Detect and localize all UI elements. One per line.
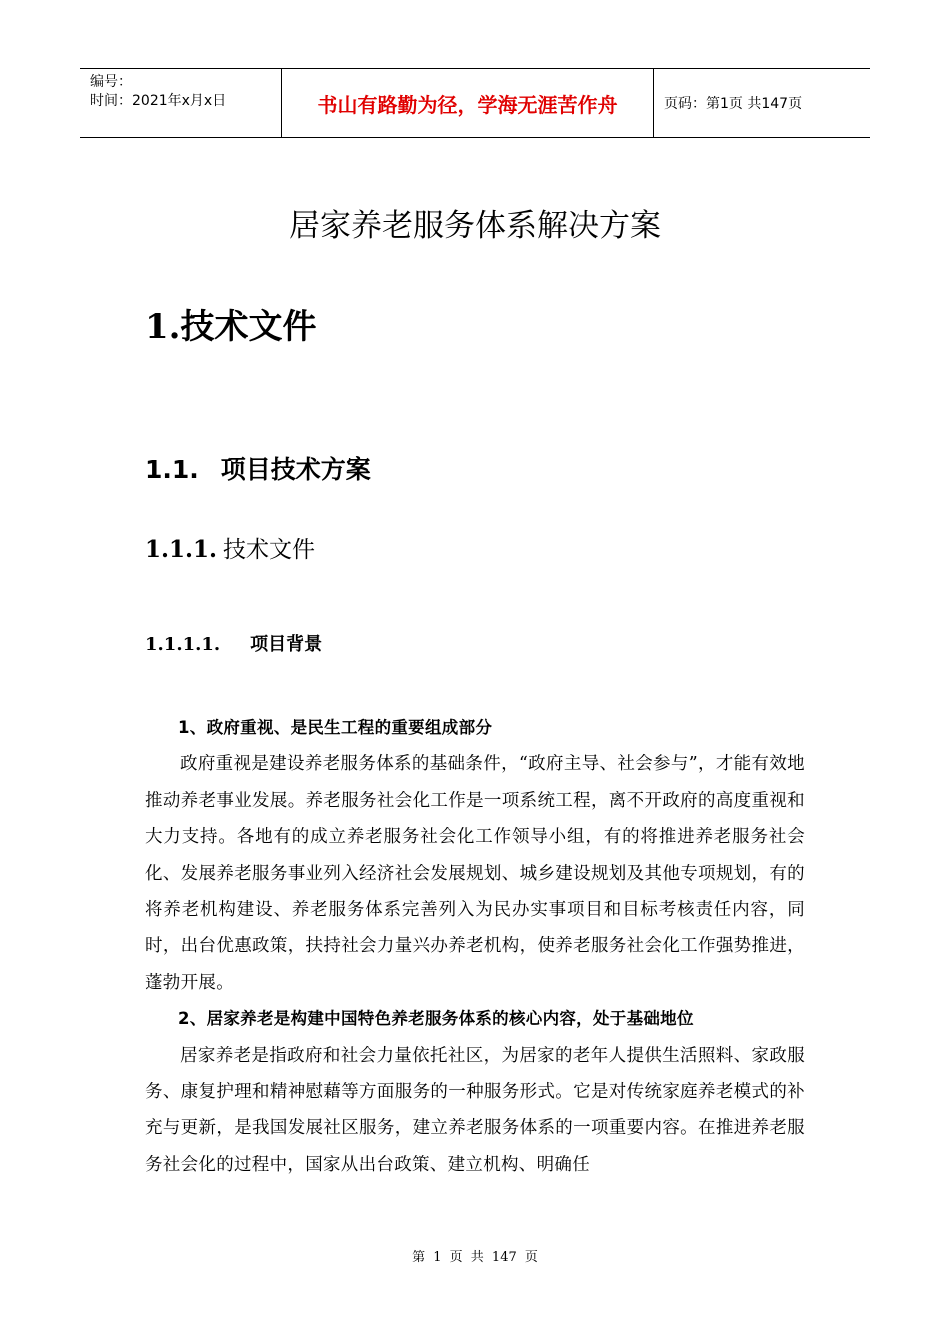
heading-level-4 bbox=[145, 630, 322, 660]
heading-1-number: 1. bbox=[145, 307, 181, 347]
heading-3-text: 技术文件 bbox=[223, 537, 316, 563]
heading-3-number: 1.1.1. bbox=[145, 536, 218, 563]
heading-4-text: 项目背景 bbox=[250, 634, 323, 655]
header-meta bbox=[80, 69, 282, 137]
heading-1-text: 技术文件 bbox=[180, 307, 317, 347]
serial-label: 编号： bbox=[90, 74, 132, 90]
section-1-paragraph: 政府重视是建设养老服务体系的基础条件，“政府主导、社会参与”，才能有效地推动养老事业发展。养老服务社会化工作是一项系统工程，离不开政府的高度重视和大力支持。各地有的成立养老服务社会化工作领导小组，有的将推进养老服务社会化、发展养老服务事业列入经济社会发展规划、城乡建设规划及其他专项规划，有的将养老机构建设、养老服务体系完善列入为民办实事项目和目标考核责任内容，同时，出台优惠政策，扶持社会力量兴办养老机构，使养老服务社会化工作强势推进，蓬勃开展。 bbox=[145, 754, 805, 993]
heading-level-2 bbox=[145, 450, 371, 490]
heading-level-1 bbox=[145, 302, 317, 352]
section-2-paragraph: 居家养老是指政府和社会力量依托社区，为居家的老年人提供生活照料、家政服务、康复护理和精神慰藉等方面服务的一种服务形式。它是对传统家庭养老模式的补充与更新，是我国发展社区服务，建立养老服务体系的一项重要内容。在推进养老服务社会化的过程中，国家从出台政策、建立机构、明确任 bbox=[145, 1045, 805, 1175]
section-2-heading: 2、居家养老是构建中国特色养老服务体系的核心内容，处于基础地位 bbox=[178, 1009, 694, 1029]
body-content bbox=[145, 710, 805, 1183]
heading-2-text: 项目技术方案 bbox=[220, 455, 371, 484]
page-header bbox=[80, 68, 870, 138]
page-footer: 第 1 页 共 147 页 bbox=[412, 1250, 538, 1265]
document-title: 居家养老服务体系解决方案 bbox=[289, 208, 661, 244]
heading-2-number: 1.1. bbox=[145, 455, 199, 484]
header-page-info: 页码：第1页 共147页 bbox=[664, 96, 803, 112]
section-1-heading: 1、政府重视、是民生工程的重要组成部分 bbox=[178, 718, 493, 737]
time-label: 时间：2021年x月x日 bbox=[90, 93, 227, 109]
heading-4-number: 1.1.1.1. bbox=[145, 634, 221, 655]
header-motto: 书山有路勤为径，学海无涯苦作舟 bbox=[282, 69, 654, 137]
heading-level-3 bbox=[145, 532, 315, 568]
